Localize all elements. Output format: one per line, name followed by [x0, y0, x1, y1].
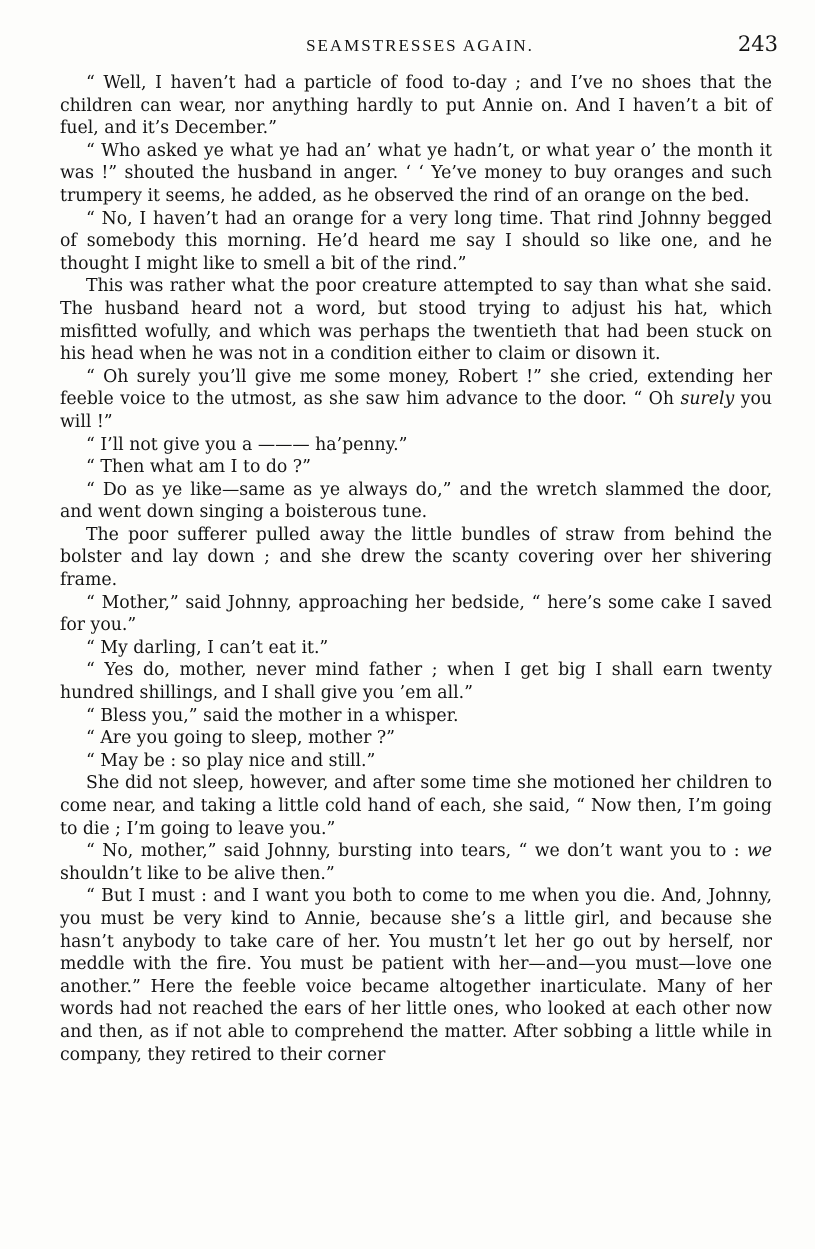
paragraph-text-tail: shouldn’t like to be alive then.” — [60, 863, 335, 884]
paragraph — [60, 705, 772, 728]
paragraph-text: “ No, I haven’t had an orange for a very long time. That rind Johnny begged of somebody this morning. He’d heard me say I should so like one, and he thought I might like to smell a bit of the rind.” — [60, 208, 772, 274]
paragraph — [60, 366, 772, 434]
emphasis-text: surely — [680, 389, 735, 410]
paragraph — [60, 772, 772, 840]
paragraph-text: “ Oh surely you’ll give me some money, Robert !” she cried, extending her feeble voice to the utmost, as she saw him advance to the door. “ Oh — [60, 366, 772, 410]
paragraph-text: “ Mother,” said Johnny, approaching her bedside, “ here’s some cake I saved for you.” — [60, 592, 772, 636]
paragraph-text: “ Then what am I to do ?” — [86, 457, 311, 478]
paragraph-text: “ But I must : and I want you both to come to me when you die. And, Johnny, you must be very kind to Annie, because she’s a little girl, and because she hasn’t anybody to take care of her. You mustn’t let her go out by herself, nor meddle with the fire. You must be patient with her—and—you must—love one another.” Here the feeble voice became altogether inarticulate. Many of her words had not reached the ears of her little ones, who looked at each other now and then, as if not able to comprehend the matter. After sobbing a little while in company, they retired to their corner — [60, 886, 772, 1065]
paragraph-text-tail: you will !” — [60, 389, 772, 432]
paragraph — [60, 72, 772, 140]
paragraph-text: “ Yes do, mother, never mind father ; when I get big I shall earn twenty hundred shillings, and I shall give you ’em all.” — [60, 660, 772, 704]
paragraph — [60, 434, 772, 457]
paragraph-text: “ May be : so play nice and still.” — [86, 750, 376, 771]
paragraph-text: “ No, mother,” said Johnny, bursting into tears, “ we don’t want you to : — [86, 841, 740, 862]
paragraph-text: “ My darling, I can’t eat it.” — [86, 637, 329, 658]
paragraph — [60, 524, 772, 592]
paragraph — [60, 479, 772, 524]
paragraph — [60, 456, 772, 479]
running-title: SEAMSTRESSES AGAIN. — [306, 36, 534, 55]
paragraph-text: “ Do as ye like—same as ye always do,” and the wretch slammed the door, and went down singing a boisterous tune. — [60, 479, 772, 523]
paragraph-text: This was rather what the poor creature attempted to say than what she said. The husband heard not a word, but stood trying to adjust his hat, which misfitted wofully, and which was perhaps the twentieth that had been stuck on his head when he was not in a condition either to claim or disown it. — [60, 276, 772, 365]
paragraph-text: “ I’ll not give you a ——— ha’penny.” — [86, 434, 408, 455]
paragraph — [60, 140, 772, 208]
paragraph — [60, 592, 772, 637]
paragraph — [60, 275, 772, 365]
paragraph-text: “ Are you going to sleep, mother ?” — [86, 728, 395, 749]
paragraph — [60, 840, 772, 885]
paragraph-text: “ Bless you,” said the mother in a whisper. — [86, 705, 459, 726]
paragraph-text: “ Who asked ye what ye had an’ what ye hadn’t, or what year o’ the month it was !” shouted the husband in anger. ‘ ‘ Ye’ve money to buy oranges and such trumpery it seems, he added, as he observed the rind of an orange on the bed. — [60, 140, 772, 206]
paragraph — [60, 750, 772, 773]
emphasis-text: we — [746, 841, 772, 862]
body-text — [60, 72, 772, 1066]
paragraph-text: “ Well, I haven’t had a particle of food to-day ; and I’ve no shoes that the children can wear, nor anything hardly to put Annie on. And I haven’t a bit of fuel, and it’s December.” — [60, 73, 772, 139]
page-number: 243 — [737, 32, 778, 56]
paragraph — [60, 727, 772, 750]
paragraph — [60, 885, 772, 1066]
paragraph-text: She did not sleep, however, and after some time she motioned her children to come near, and taking a little cold hand of each, she said, “ Now then, I’m going to die ; I’m going to leave you.” — [60, 773, 772, 839]
running-head — [60, 32, 780, 62]
paragraph-text: The poor sufferer pulled away the little bundles of straw from behind the bolster and lay down ; and she drew the scanty covering over her shivering frame. — [60, 524, 772, 591]
paragraph — [60, 208, 772, 276]
paragraph — [60, 659, 772, 704]
paragraph — [60, 637, 772, 660]
